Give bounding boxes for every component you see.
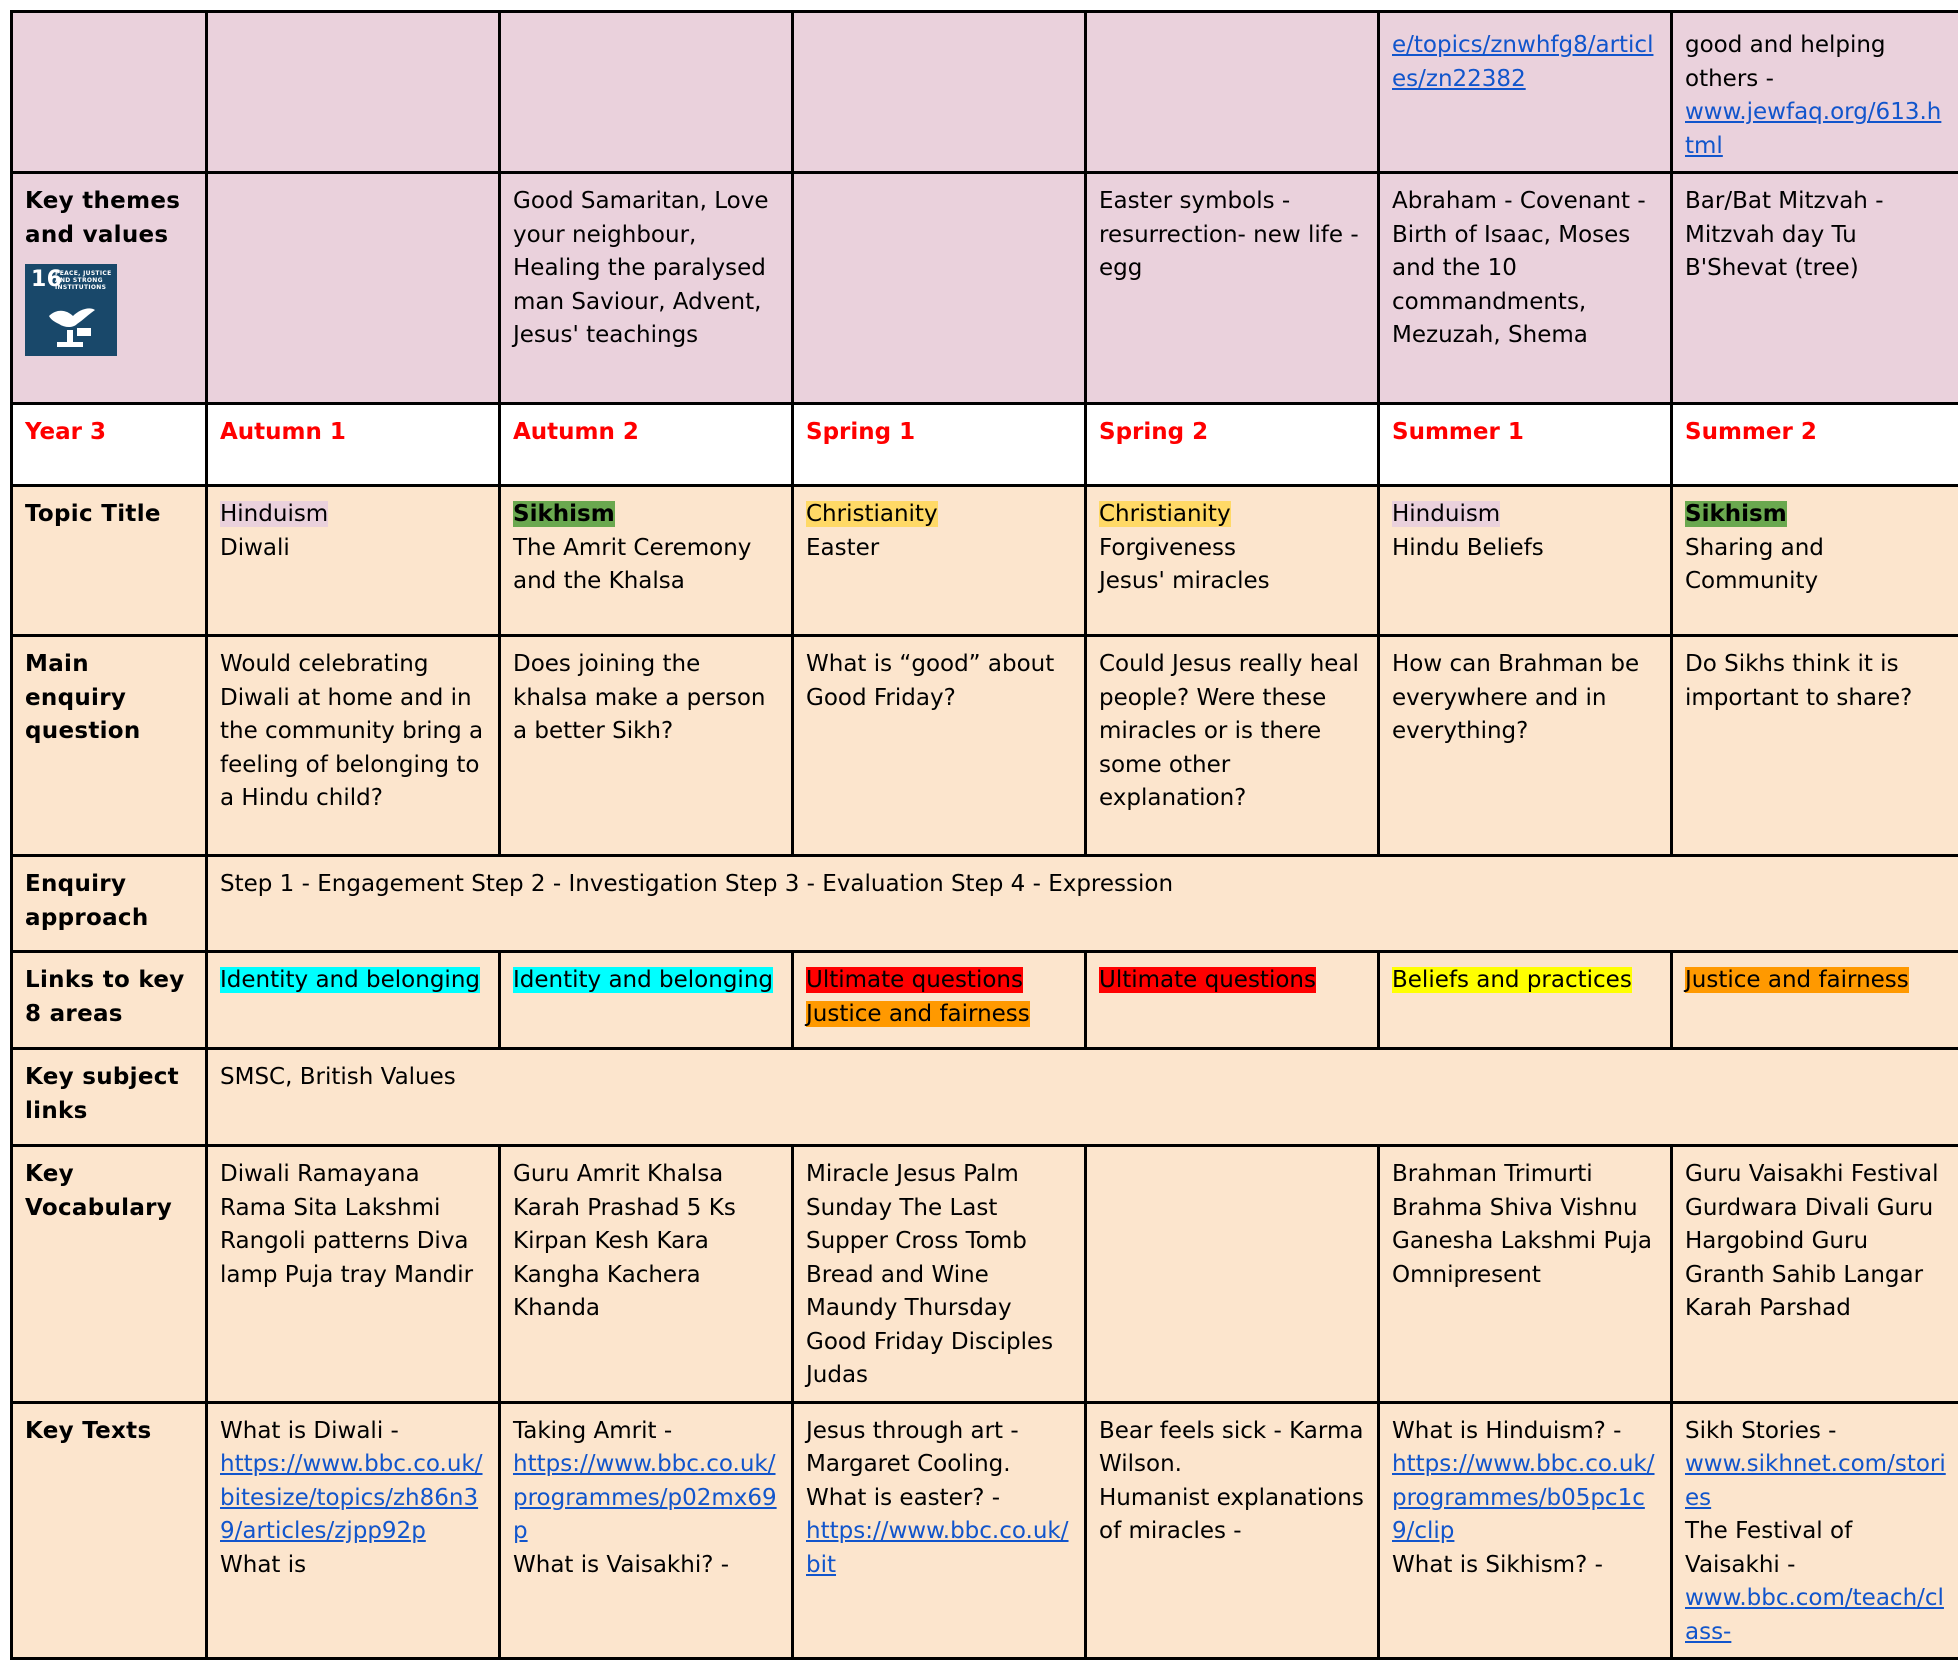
enquiry-autumn2: Does joining the khalsa make a person a better Sikh? — [500, 636, 793, 856]
themes-label-cell — [12, 173, 207, 404]
texts-summer2 — [1672, 1402, 1958, 1659]
texts-autumn1 — [207, 1402, 500, 1659]
topic-religion: Sikhism — [513, 501, 615, 527]
text-item: What is Hinduism? - — [1392, 1418, 1621, 1444]
bbc-teach-link[interactable]: www.bbc.com/teach/class- — [1685, 1585, 1944, 1645]
themes-spring1 — [793, 173, 1086, 404]
bbc-amrit-link[interactable]: https://www.bbc.co.uk/programmes/p02mx69p — [513, 1451, 777, 1544]
vocab-summer2: Guru Vaisakhi Festival Gurdwara Divali Guru Hargobind Guru Granth Sahib Langar Karah Parshad — [1672, 1146, 1958, 1403]
top-row — [12, 12, 1958, 173]
bbc-hinduism-link[interactable]: https://www.bbc.co.uk/programmes/b05pc1c9/clip — [1392, 1451, 1655, 1544]
summer2-resource-text: good and helping others - — [1685, 32, 1886, 92]
texts-spring1 — [793, 1402, 1086, 1659]
themes-autumn2: Good Samaritan, Love your neighbour, Healing the paralysed man Saviour, Advent, Jesus' teachings — [500, 173, 793, 404]
subject-links-row — [12, 1049, 1958, 1146]
texts-autumn2 — [500, 1402, 793, 1659]
justice-tag: Justice and fairness — [806, 1001, 1030, 1027]
ultimate-tag: Ultimate questions — [1099, 967, 1316, 993]
year-label: Year 3 — [12, 404, 207, 486]
subject-links-text: SMSC, British Values — [207, 1049, 1958, 1146]
texts-summer1 — [1379, 1402, 1672, 1659]
topic-row — [12, 486, 1958, 636]
approach-row — [12, 856, 1958, 952]
vocab-autumn2: Guru Amrit Khalsa Karah Prashad 5 Ks Kirpan Kesh Kara Kangha Kachera Khanda — [500, 1146, 793, 1403]
links8-summer2 — [1672, 952, 1958, 1049]
topic-religion: Sikhism — [1685, 501, 1787, 527]
sdg-number: 16 — [31, 268, 62, 292]
enquiry-spring1: What is “good” about Good Friday? — [793, 636, 1086, 856]
text-item: The Festival of Vaisakhi - — [1685, 1518, 1852, 1578]
enquiry-summer1: How can Brahman be everywhere and in everything? — [1379, 636, 1672, 856]
topic-title: Diwali — [220, 535, 290, 561]
top-spring2-cell — [1086, 12, 1379, 173]
vocab-label: Key Vocabulary — [12, 1146, 207, 1403]
topic-title: Sharing and Community — [1685, 535, 1824, 595]
ultimate-tag: Ultimate questions — [806, 967, 1023, 993]
topic-religion: Hinduism — [220, 501, 328, 527]
topic-religion: Christianity — [806, 501, 938, 527]
top-label-cell — [12, 12, 207, 173]
vocab-summer1: Brahman Trimurti Brahma Shiva Vishnu Ganesha Lakshmi Puja Omnipresent — [1379, 1146, 1672, 1403]
topic-spring2 — [1086, 486, 1379, 636]
topic-title: Hindu Beliefs — [1392, 535, 1544, 561]
summer1-resource-link[interactable]: e/topics/znwhfg8/articles/zn22382 — [1392, 32, 1653, 92]
text-item: What is — [220, 1552, 306, 1578]
term-autumn1: Autumn 1 — [207, 404, 500, 486]
text-item: What is Vaisakhi? - — [513, 1552, 729, 1578]
vocab-spring2 — [1086, 1146, 1379, 1403]
links8-summer1 — [1379, 952, 1672, 1049]
term-summer2: Summer 2 — [1672, 404, 1958, 486]
text-item: Humanist explanations of miracles - — [1099, 1485, 1364, 1545]
text-item: Sikh Stories - — [1685, 1418, 1836, 1444]
approach-label: Enquiry approach — [12, 856, 207, 952]
term-spring1: Spring 1 — [793, 404, 1086, 486]
subject-links-label: Key subject links — [12, 1049, 207, 1146]
enquiry-row — [12, 636, 1958, 856]
top-summer2-cell — [1672, 12, 1958, 173]
identity-tag: Identity and belonging — [513, 967, 773, 993]
topic-summer1 — [1379, 486, 1672, 636]
jewfaq-link[interactable]: www.jewfaq.org/613.html — [1685, 99, 1941, 159]
links8-spring2 — [1086, 952, 1379, 1049]
texts-row — [12, 1402, 1958, 1659]
identity-tag: Identity and belonging — [220, 967, 480, 993]
beliefs-tag: Beliefs and practices — [1392, 967, 1632, 993]
term-autumn2: Autumn 2 — [500, 404, 793, 486]
topic-title: Forgiveness Jesus' miracles — [1099, 535, 1270, 595]
themes-summer1: Abraham - Covenant - Birth of Isaac, Moses and the 10 commandments, Mezuzah, Shema — [1379, 173, 1672, 404]
texts-label: Key Texts — [12, 1402, 207, 1659]
enquiry-label: Main enquiry question — [12, 636, 207, 856]
bbc-diwali-link[interactable]: https://www.bbc.co.uk/bitesize/topics/zh86n39/articles/zjpp92p — [220, 1451, 483, 1544]
top-spring1-cell — [793, 12, 1086, 173]
vocab-row — [12, 1146, 1958, 1403]
text-item: Bear feels sick - Karma Wilson. — [1099, 1418, 1363, 1478]
themes-row — [12, 173, 1958, 404]
topic-spring1 — [793, 486, 1086, 636]
texts-spring2 — [1086, 1402, 1379, 1659]
justice-tag: Justice and fairness — [1685, 967, 1909, 993]
enquiry-summer2: Do Sikhs think it is important to share? — [1672, 636, 1958, 856]
themes-summer2: Bar/Bat Mitzvah - Mitzvah day Tu B'Shevat (tree) — [1672, 173, 1958, 404]
topic-title: Easter — [806, 535, 879, 561]
term-spring2: Spring 2 — [1086, 404, 1379, 486]
text-item: Taking Amrit - — [513, 1418, 672, 1444]
themes-spring2: Easter symbols - resurrection- new life - egg — [1086, 173, 1379, 404]
links8-label: Links to key 8 areas — [12, 952, 207, 1049]
approach-text: Step 1 - Engagement Step 2 - Investigation Step 3 - Evaluation Step 4 - Expression — [207, 856, 1958, 952]
topic-autumn1 — [207, 486, 500, 636]
bbc-easter-link[interactable]: https://www.bbc.co.uk/bit — [806, 1518, 1069, 1578]
topic-label: Topic Title — [12, 486, 207, 636]
text-item: Jesus through art - Margaret Cooling. What is easter? - — [806, 1418, 1019, 1511]
topic-title: The Amrit Ceremony and the Khalsa — [513, 535, 751, 595]
enquiry-autumn1: Would celebrating Diwali at home and in the community bring a feeling of belonging to a Hindu child? — [207, 636, 500, 856]
text-item: What is Sikhism? - — [1392, 1552, 1603, 1578]
topic-religion: Hinduism — [1392, 501, 1500, 527]
sdg-16-badge — [25, 264, 117, 356]
year-row — [12, 404, 1958, 486]
term-summer1: Summer 1 — [1379, 404, 1672, 486]
curriculum-table — [10, 10, 1958, 1660]
top-summer1-cell — [1379, 12, 1672, 173]
topic-religion: Christianity — [1099, 501, 1231, 527]
links8-autumn1 — [207, 952, 500, 1049]
sdg-caption: PEACE, JUSTICE AND STRONG INSTITUTIONS — [55, 270, 113, 291]
links8-autumn2 — [500, 952, 793, 1049]
dove-gavel-icon — [43, 298, 99, 350]
links8-spring1 — [793, 952, 1086, 1049]
sikhnet-link[interactable]: www.sikhnet.com/stories — [1685, 1451, 1946, 1511]
topic-autumn2 — [500, 486, 793, 636]
topic-summer2 — [1672, 486, 1958, 636]
top-autumn1-cell — [207, 12, 500, 173]
themes-autumn1 — [207, 173, 500, 404]
links8-row — [12, 952, 1958, 1049]
enquiry-spring2: Could Jesus really heal people? Were these miracles or is there some other explanation? — [1086, 636, 1379, 856]
vocab-spring1: Miracle Jesus Palm Sunday The Last Supper Cross Tomb Bread and Wine Maundy Thursday Good Friday Disciples Judas — [793, 1146, 1086, 1403]
vocab-autumn1: Diwali Ramayana Rama Sita Lakshmi Rangoli patterns Diva lamp Puja tray Mandir — [207, 1146, 500, 1403]
top-autumn2-cell — [500, 12, 793, 173]
themes-label: Key themes and values — [25, 185, 193, 252]
text-item: What is Diwali - — [220, 1418, 399, 1444]
